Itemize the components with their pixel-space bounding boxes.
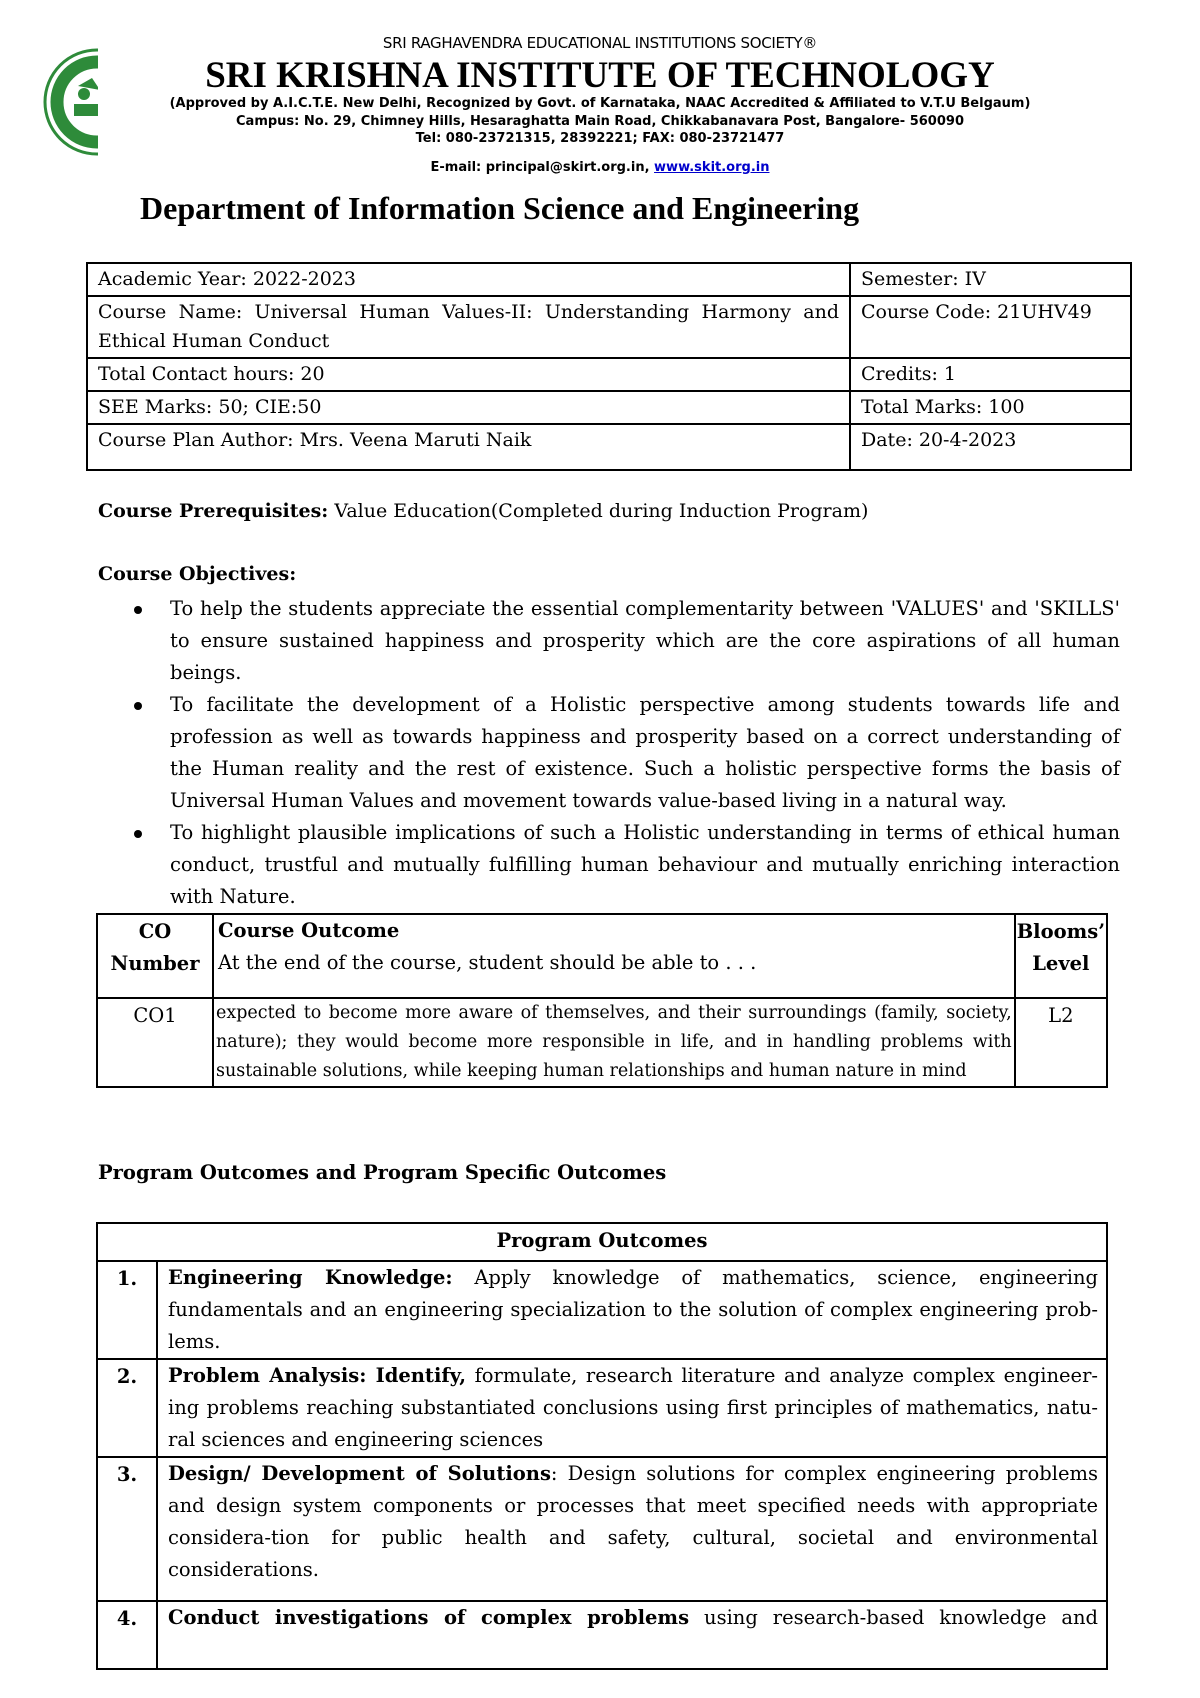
list-item	[98, 689, 1120, 817]
po-number: 2.	[97, 1359, 157, 1457]
outcome-header-sub: At the end of the course, student should be able to . . .	[218, 951, 757, 974]
table-header-row	[97, 914, 1107, 998]
co-header-line1: CO	[138, 920, 172, 943]
co-level: L2	[1015, 998, 1107, 1087]
level-header-line1: Blooms’	[1016, 920, 1105, 943]
email-label: E-mail: principal@skirt.org.in,	[430, 160, 650, 175]
website-link[interactable]: www.skit.org.in	[654, 160, 770, 175]
table-row	[87, 424, 1131, 470]
po-description: : Design solutions for complex engineering problems and design system components or processes that meet specified needs with appropriate considera-tion for public health and safety, cultural, societal and environmental considerations.	[168, 1462, 1098, 1581]
po-number: 3.	[97, 1457, 157, 1601]
po-description: Apply knowledge of mathematics, science, engineering fundamentals and an engineering specialization to the solution of complex engineering prob-lems.	[168, 1266, 1098, 1353]
po-number: 4.	[97, 1601, 157, 1669]
po-section-heading: Program Outcomes and Program Specific Outcomes	[98, 1161, 667, 1184]
objectives-heading: Course Objectives:	[98, 563, 297, 585]
society-name: SRI RAGHAVENDRA EDUCATIONAL INSTITUTIONS SOCIETY®	[382, 34, 818, 52]
po-text	[157, 1359, 1107, 1457]
contact-hours: Total Contact hours: 20	[87, 358, 850, 391]
table-row	[97, 1601, 1107, 1669]
table-row	[87, 391, 1131, 424]
list-item	[98, 593, 1120, 689]
objective-text: To highlight plausible implications of such a Holistic understanding in terms of ethical human conduct, trustful and mutually fulfilling human behaviour and mutually enriching interaction with Nature.	[170, 821, 1120, 908]
table-row	[97, 998, 1107, 1087]
objectives-list	[98, 593, 1120, 913]
email-line	[0, 160, 1200, 175]
co-number: CO1	[97, 998, 213, 1087]
prerequisites-label: Course Prerequisites:	[98, 500, 329, 522]
course-name: Course Name: Universal Human Values-II: Understanding Harmony and Ethical Human Conduct	[87, 296, 850, 358]
list-item	[98, 817, 1120, 913]
po-description: formulate, research literature and analyze complex engineer-ing problems reaching substantiated conclusions using first principles of mathematics, natu-ral sciences and engineering sciences	[168, 1364, 1098, 1451]
po-description: using research-based knowledge and	[689, 1606, 1098, 1629]
outcome-header-title: Course Outcome	[218, 919, 400, 942]
co-outcome-text: expected to become more aware of themselves, and their surroundings (family, society, nature); they would become more responsible in life, and in handling problems with sustainable solutions, while keeping human relationships and human nature in mind	[213, 998, 1015, 1087]
institute-name: SRI KRISHNA INSTITUTE OF TECHNOLOGY	[205, 55, 995, 96]
objective-text: To help the students appreciate the essential complementarity between 'VALUES' and 'SKILLS' to ensure sustained happiness and prosperity which are the core aspirations of all human beings.	[170, 597, 1120, 684]
co-header-line2: Number	[110, 952, 200, 975]
plan-date: Date: 20-4-2023	[850, 424, 1131, 470]
semester: Semester: IV	[850, 263, 1131, 296]
course-prerequisites	[98, 500, 868, 522]
credits: Credits: 1	[850, 358, 1131, 391]
po-text	[157, 1457, 1107, 1601]
prerequisites-value: Value Education(Completed during Induction Program)	[334, 500, 869, 522]
po-text	[157, 1601, 1107, 1669]
po-text	[157, 1261, 1107, 1359]
po-title: Conduct investigations of complex problems	[168, 1606, 690, 1629]
objective-text: To facilitate the development of a Holistic perspective among students towards life and profession as well as towards happiness and prosperity based on a correct understanding of the Human reality and the rest of existence. Such a holistic perspective forms the basis of Universal Human Values and movement towards value-based living in a natural way.	[170, 693, 1120, 812]
total-marks: Total Marks: 100	[850, 391, 1131, 424]
course-outcome-table	[96, 913, 1108, 1088]
table-row	[97, 1261, 1107, 1359]
table-row	[97, 1359, 1107, 1457]
table-header-row	[97, 1223, 1107, 1261]
bullet-icon	[134, 702, 142, 710]
bullet-icon	[134, 830, 142, 838]
bullet-icon	[134, 606, 142, 614]
program-outcomes-table	[96, 1222, 1108, 1670]
po-number: 1.	[97, 1261, 157, 1359]
po-title: Problem Analysis: Identify,	[168, 1364, 466, 1387]
level-header-line2: Level	[1032, 952, 1090, 975]
telephone-line: Tel: 080-23721315, 28392221; FAX: 080-23721477	[415, 131, 785, 146]
po-title: Design/ Development of Solutions	[168, 1462, 551, 1485]
academic-year: Academic Year: 2022-2023	[87, 263, 850, 296]
table-row	[87, 296, 1131, 358]
table-row	[97, 1457, 1107, 1601]
campus-address: Campus: No. 29, Chimney Hills, Hesaraghatta Main Road, Chikkabanavara Post, Bangalore- 560090	[236, 114, 964, 129]
blooms-level-header	[1015, 914, 1107, 998]
po-table-header: Program Outcomes	[97, 1223, 1107, 1261]
see-marks: SEE Marks: 50; CIE:50	[87, 391, 850, 424]
approval-line: (Approved by A.I.C.T.E. New Delhi, Recognized by Govt. of Karnataka, NAAC Accredited & Affiliated to V.T.U Belgaum)	[169, 96, 1031, 111]
course-code: Course Code: 21UHV49	[850, 296, 1131, 358]
course-info-table	[86, 262, 1132, 471]
po-title: Engineering Knowledge:	[168, 1266, 453, 1289]
department-title: Department of Information Science and Engineering	[140, 190, 860, 226]
table-row	[87, 358, 1131, 391]
co-number-header	[97, 914, 213, 998]
course-plan-author: Course Plan Author: Mrs. Veena Maruti Naik	[87, 424, 850, 470]
course-outcome-header	[213, 914, 1015, 998]
table-row	[87, 263, 1131, 296]
